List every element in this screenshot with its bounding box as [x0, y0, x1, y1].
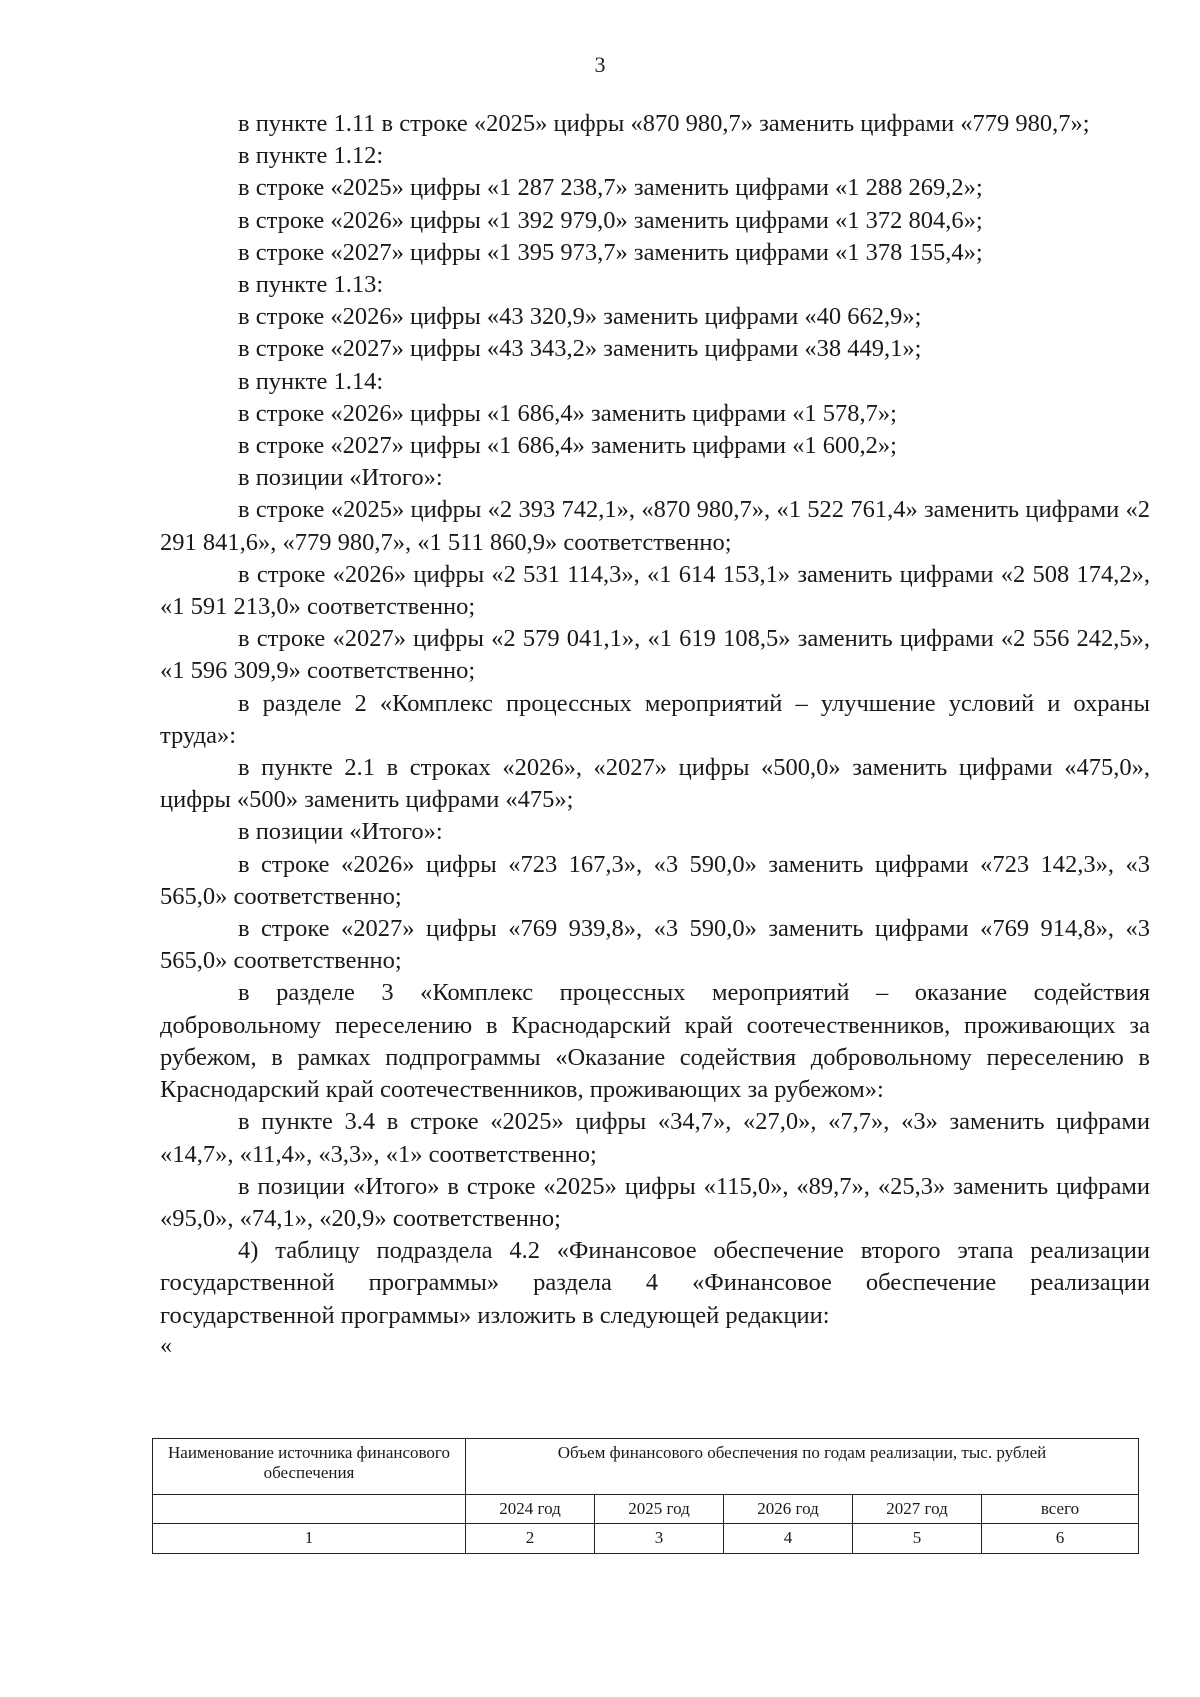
table-header-year: 2027 год [853, 1495, 982, 1524]
paragraph: в позиции «Итого» в строке «2025» цифры «115,0», «89,7», «25,3» заменить цифрами «95,0», «74,1», «20,9» соответственно; [160, 1172, 1150, 1232]
paragraph: в строке «2027» цифры «43 343,2» заменить цифрами «38 449,1»; [238, 335, 922, 363]
table-header-year: 2024 год [466, 1495, 595, 1524]
paragraph: в пункте 1.11 в строке «2025» цифры «870 980,7» заменить цифрами «779 980,7»; [238, 110, 1090, 137]
paragraph: в строке «2027» цифры «1 395 973,7» заменить цифрами «1 378 155,4»; [238, 238, 983, 266]
paragraph: в строке «2027» цифры «769 939,8», «3 590,0» заменить цифрами «769 914,8», «3 565,0» соответственно; [160, 915, 1150, 975]
paragraph: 4) таблицу подраздела 4.2 «Финансовое обеспечение второго этапа реализации государственной программы» раздела 4 «Финансовое обеспечение реализации государственной программы» изложить в следующей редакции: [160, 1237, 1150, 1329]
table-col-number: 6 [982, 1524, 1139, 1554]
table-header-volume: Объем финансового обеспечения по годам реализации, тыс. рублей [466, 1439, 1139, 1495]
paragraph: в строке «2026» цифры «2 531 114,3», «1 614 153,1» заменить цифрами «2 508 174,2», «1 591 213,0» соответственно; [160, 560, 1150, 621]
table-col-number: 3 [595, 1524, 724, 1554]
paragraph: в строке «2025» цифры «1 287 238,7» заменить цифрами «1 288 269,2»; [238, 174, 983, 202]
paragraph: в разделе 2 «Комплекс процессных мероприятий – улучшение условий и охраны труда»: [160, 689, 1150, 749]
table-col-number: 2 [466, 1524, 595, 1554]
open-quote: « [160, 1332, 172, 1359]
table-header-year: 2026 год [724, 1495, 853, 1524]
paragraph: в строке «2027» цифры «1 686,4» заменить цифрами «1 600,2»; [238, 432, 897, 460]
document-body [160, 108, 1150, 1360]
table-col-number: 5 [853, 1524, 982, 1554]
paragraph: в позиции «Итого»: [238, 464, 443, 492]
paragraph: в строке «2026» цифры «43 320,9» заменить цифрами «40 662,9»; [238, 303, 922, 331]
paragraph: в строке «2026» цифры «723 167,3», «3 590,0» заменить цифрами «723 142,3», «3 565,0» соответственно; [160, 850, 1150, 910]
paragraph: в пункте 3.4 в строке «2025» цифры «34,7», «27,0», «7,7», «3» заменить цифрами «14,7», «11,4», «3,3», «1» соответственно; [160, 1108, 1150, 1168]
paragraph: в пункте 1.12: [238, 142, 384, 170]
page-number: 3 [594, 52, 606, 77]
table-header-source-empty [153, 1495, 466, 1524]
paragraph: в строке «2027» цифры «2 579 041,1», «1 619 108,5» заменить цифрами «2 556 242,5», «1 596 309,9» соответственно; [160, 625, 1150, 685]
table-header-total: всего [982, 1495, 1139, 1524]
paragraph: в позиции «Итого»: [238, 818, 443, 846]
table-col-number: 1 [153, 1524, 466, 1554]
paragraph: в пункте 2.1 в строках «2026», «2027» цифры «500,0» заменить цифрами «475,0», цифры «500» заменить цифрами «475»; [160, 754, 1150, 814]
paragraph: в строке «2025» цифры «2 393 742,1», «870 980,7», «1 522 761,4» заменить цифрами «2 291 841,6», «779 980,7», «1 511 860,9» соответственно; [160, 496, 1150, 556]
table-header-year: 2025 год [595, 1495, 724, 1524]
paragraph: в строке «2026» цифры «1 392 979,0» заменить цифрами «1 372 804,6»; [238, 206, 983, 234]
table-col-number: 4 [724, 1524, 853, 1554]
paragraph: в строке «2026» цифры «1 686,4» заменить цифрами «1 578,7»; [238, 399, 897, 427]
table-header-source: Наименование источника финансового обеспечения [153, 1439, 466, 1495]
paragraph: в разделе 3 «Комплекс процессных мероприятий – оказание содействия добровольному переселению в Краснодарский край соотечественников, проживающих за рубежом, в рамках подпрограммы «Оказание содействия добровольному переселению в Краснодарский край соотечественников, проживающих за рубежом»: [160, 979, 1150, 1104]
paragraph: в пункте 1.14: [238, 367, 384, 395]
paragraph: в пункте 1.13: [238, 271, 384, 299]
financing-table [152, 1438, 1139, 1554]
